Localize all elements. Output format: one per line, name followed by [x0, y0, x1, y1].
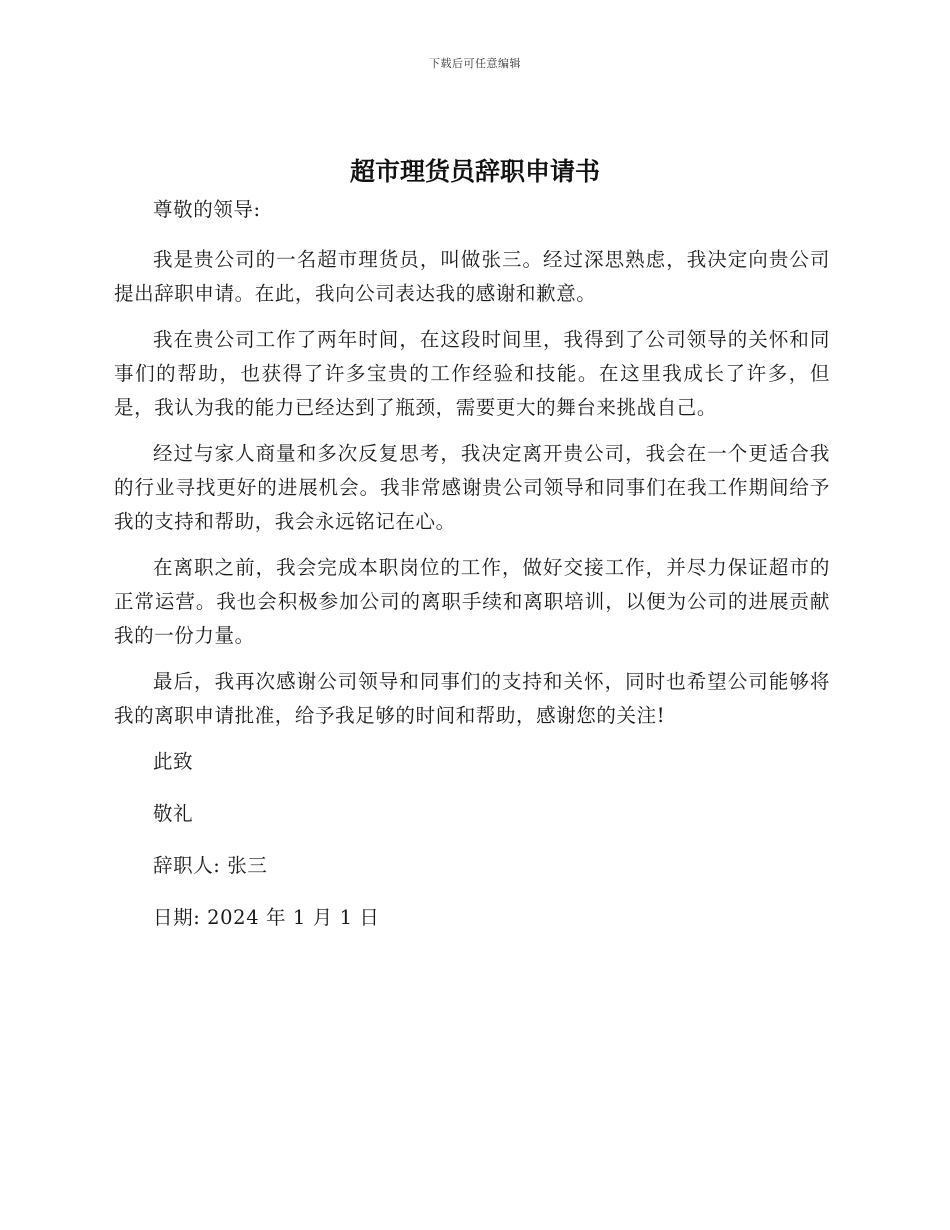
paragraph-intro: 我是贵公司的一名超市理货员，叫做张三。经过深思熟虑，我决定向贵公司提出辞职申请。在此，我向公司表达我的感谢和歉意。	[114, 248, 830, 305]
document-title: 超市理货员辞职申请书	[349, 157, 600, 186]
date-line: 日期: 2024 年 1 月 1 日	[153, 906, 380, 929]
paragraph-handover: 在离职之前，我会完成本职岗位的工作，做好交接工作，并尽力保证超市的正常运营。我也会积极参加公司的离职手续和离职培训，以便为公司的进展贡献我的一份力量。	[114, 556, 830, 647]
letter-body	[114, 193, 830, 953]
paragraph-experience: 我在贵公司工作了两年时间，在这段时间里，我得到了公司领导的关怀和同事们的帮助，也获得了许多宝贵的工作经验和技能。在这里我成长了许多，但是，我认为我的能力已经达到了瓶颈，需要更大的舞台来挑战自己。	[114, 328, 830, 419]
signer-line: 辞职人: 张三	[153, 854, 268, 877]
closing-line-1: 此致	[153, 750, 194, 773]
salutation: 尊敬的领导:	[153, 198, 261, 221]
closing-line-2: 敬礼	[153, 802, 194, 825]
header-note: 下载后可任意编辑	[429, 57, 521, 70]
paragraph-thanks: 最后，我再次感谢公司领导和同事们的支持和关怀，同时也希望公司能够将我的离职申请批准，给予我足够的时间和帮助，感谢您的关注!	[114, 670, 830, 727]
paragraph-decision: 经过与家人商量和多次反复思考，我决定离开贵公司，我会在一个更适合我的行业寻找更好的进展机会。我非常感谢贵公司领导和同事们在我工作期间给予我的支持和帮助，我会永远铭记在心。	[114, 442, 830, 533]
